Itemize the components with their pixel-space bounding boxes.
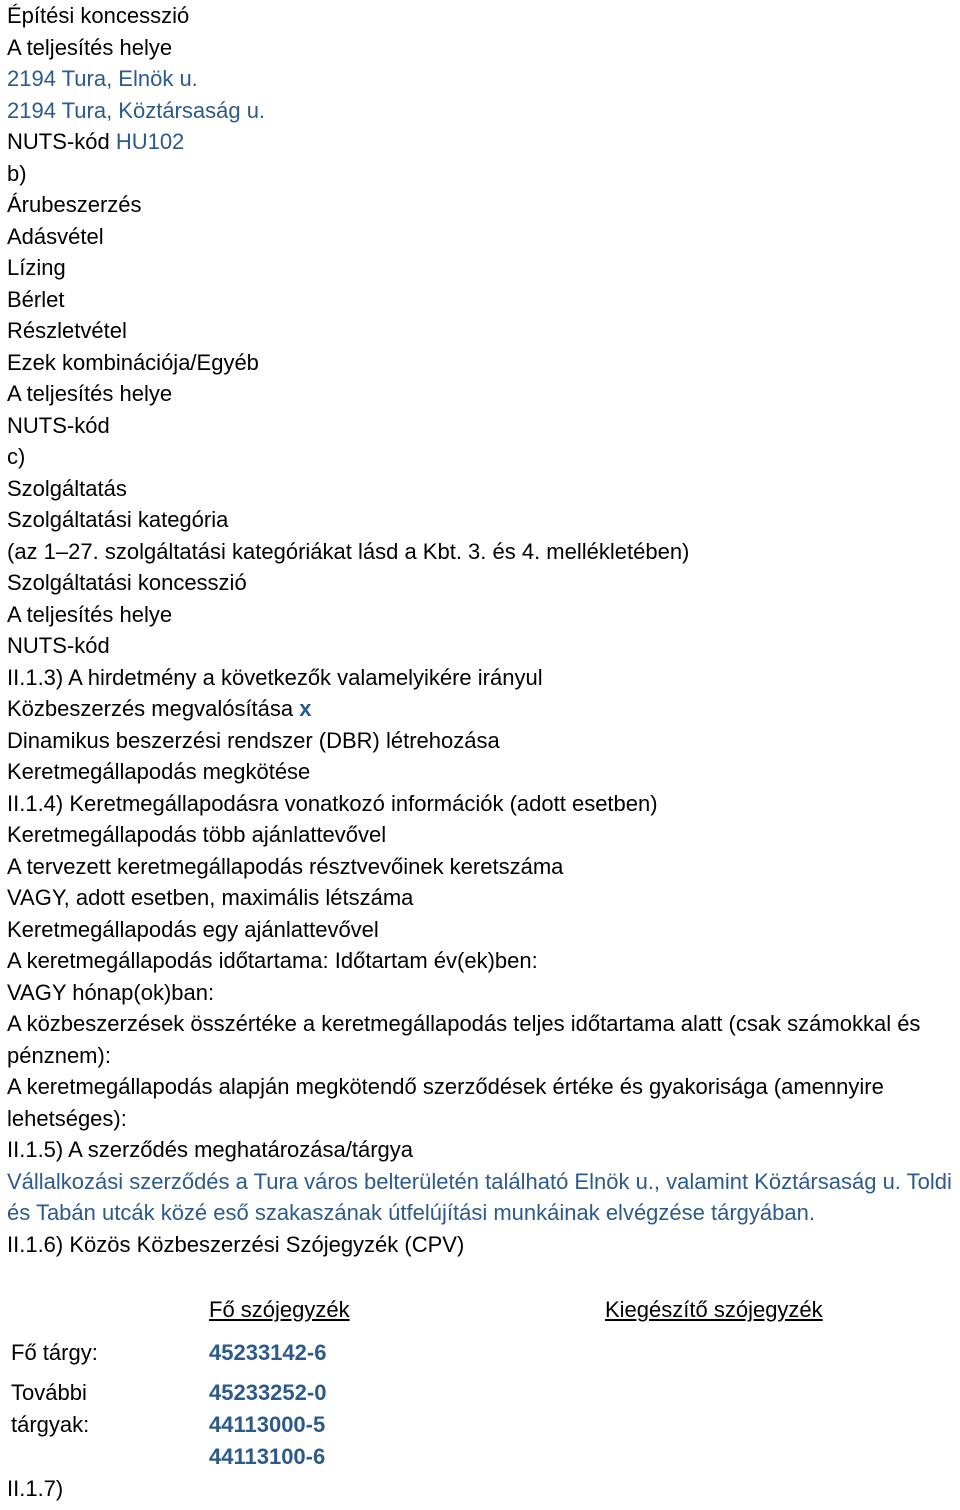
cpv-main-object-label: Fő tárgy: [11, 1340, 98, 1365]
nuts-code-label: NUTS-kód [7, 129, 110, 154]
label-rental: Bérlet [7, 286, 65, 312]
section-ii-1-7: II.1.7) [7, 1476, 64, 1501]
cpv-other-objects-label-1: További [11, 1380, 87, 1405]
section-ii-1-5: II.1.5) A szerződés meghatározása/tárgya [7, 1137, 414, 1162]
label-planned-participants: A tervezett keretmegállapodás résztvevőinek keretszáma [7, 853, 564, 879]
label-total-value: A közbeszerzések összértéke a keretmegállapodás teljes időtartama alatt (csak számokkal és pénznem): [7, 1011, 921, 1068]
label-contract-value-frequency: A keretmegállapodás alapján megkötendő szerződések értéke és gyakorisága (amennyire lehetséges): [7, 1074, 884, 1131]
label-combination-other: Ezek kombinációja/Egyéb [7, 349, 259, 375]
cpv-other-code-3: 44113100-6 [209, 1444, 326, 1469]
label-duration-months: VAGY hónap(ok)ban: [7, 979, 215, 1005]
cpv-main-header: Fő szójegyzék [209, 1297, 350, 1322]
cpv-table [0, 1297, 960, 1510]
nuts-code-value: HU102 [115, 129, 185, 154]
section-c: c) [7, 444, 26, 469]
note-service-categories: (az 1–27. szolgáltatási kategóriákat lásd a Kbt. 3. és 4. mellékletében) [7, 538, 690, 564]
label-hire-purchase: Részletvétel [7, 318, 127, 343]
label-service-category: Szolgáltatási kategória [7, 507, 229, 532]
section-ii-1-6: II.1.6) Közös Közbeszerzési Szójegyzék (CPV) [7, 1231, 465, 1257]
label-leasing: Lízing [7, 255, 66, 280]
label-services: Szolgáltatás [7, 475, 127, 501]
label-framework-multiple: Keretmegállapodás több ajánlattevővel [7, 822, 387, 847]
heading-construction-concession: Építési koncesszió [7, 3, 190, 28]
label-place-of-performance-3: A teljesítés helye [7, 601, 173, 627]
label-public-contract: Közbeszerzés megvalósítása [7, 696, 294, 721]
label-place-of-performance-2: A teljesítés helye [7, 381, 173, 406]
label-max-number: VAGY, adott esetben, maximális létszáma [7, 885, 414, 910]
label-framework-single: Keretmegállapodás egy ajánlattevővel [7, 916, 379, 942]
address-elnok: 2194 Tura, Elnök u. [7, 66, 198, 91]
label-service-concession: Szolgáltatási koncesszió [7, 570, 247, 595]
label-nuts-code-2: NUTS-kód [7, 412, 110, 438]
contract-description: Vállalkozási szerződés a Tura város belterületén található Elnök u., valamint Köztársaság u. Toldi és Tabán utcák közé eső szakaszának útfelújítási munkáinak elvégzése tárgyában. [7, 1168, 952, 1225]
checkmark-x: x [299, 696, 312, 721]
section-ii-1-3: II.1.3) A hirdetmény a következők valamelyikére irányul [7, 664, 543, 690]
address-koztarsasag: 2194 Tura, Köztársaság u. [7, 97, 266, 123]
cpv-other-code-1: 45233252-0 [209, 1380, 327, 1405]
label-framework-duration: A keretmegállapodás időtartama: Időtartam év(ek)ben: [7, 948, 538, 973]
label-nuts-code-3: NUTS-kód [7, 633, 110, 658]
cpv-other-objects-label-2: tárgyak: [11, 1412, 90, 1437]
label-purchase: Adásvétel [7, 223, 104, 249]
cpv-other-code-2: 44113000-5 [209, 1412, 326, 1437]
cpv-main-object-code: 45233142-6 [209, 1340, 327, 1365]
nuts-code-row [7, 126, 957, 158]
section-ii-1-4: II.1.4) Keretmegállapodásra vonatkozó információk (adott esetben) [7, 790, 658, 816]
label-framework-conclusion: Keretmegállapodás megkötése [7, 759, 311, 784]
section-b: b) [7, 160, 27, 186]
public-contract-row [7, 693, 957, 725]
label-dps: Dinamikus beszerzési rendszer (DBR) létrehozása [7, 727, 500, 753]
label-supplies: Árubeszerzés [7, 192, 142, 217]
label-place-of-performance: A teljesítés helye [7, 34, 173, 60]
document-body [7, 0, 957, 1260]
cpv-supplementary-header: Kiegészítő szójegyzék [605, 1297, 823, 1322]
